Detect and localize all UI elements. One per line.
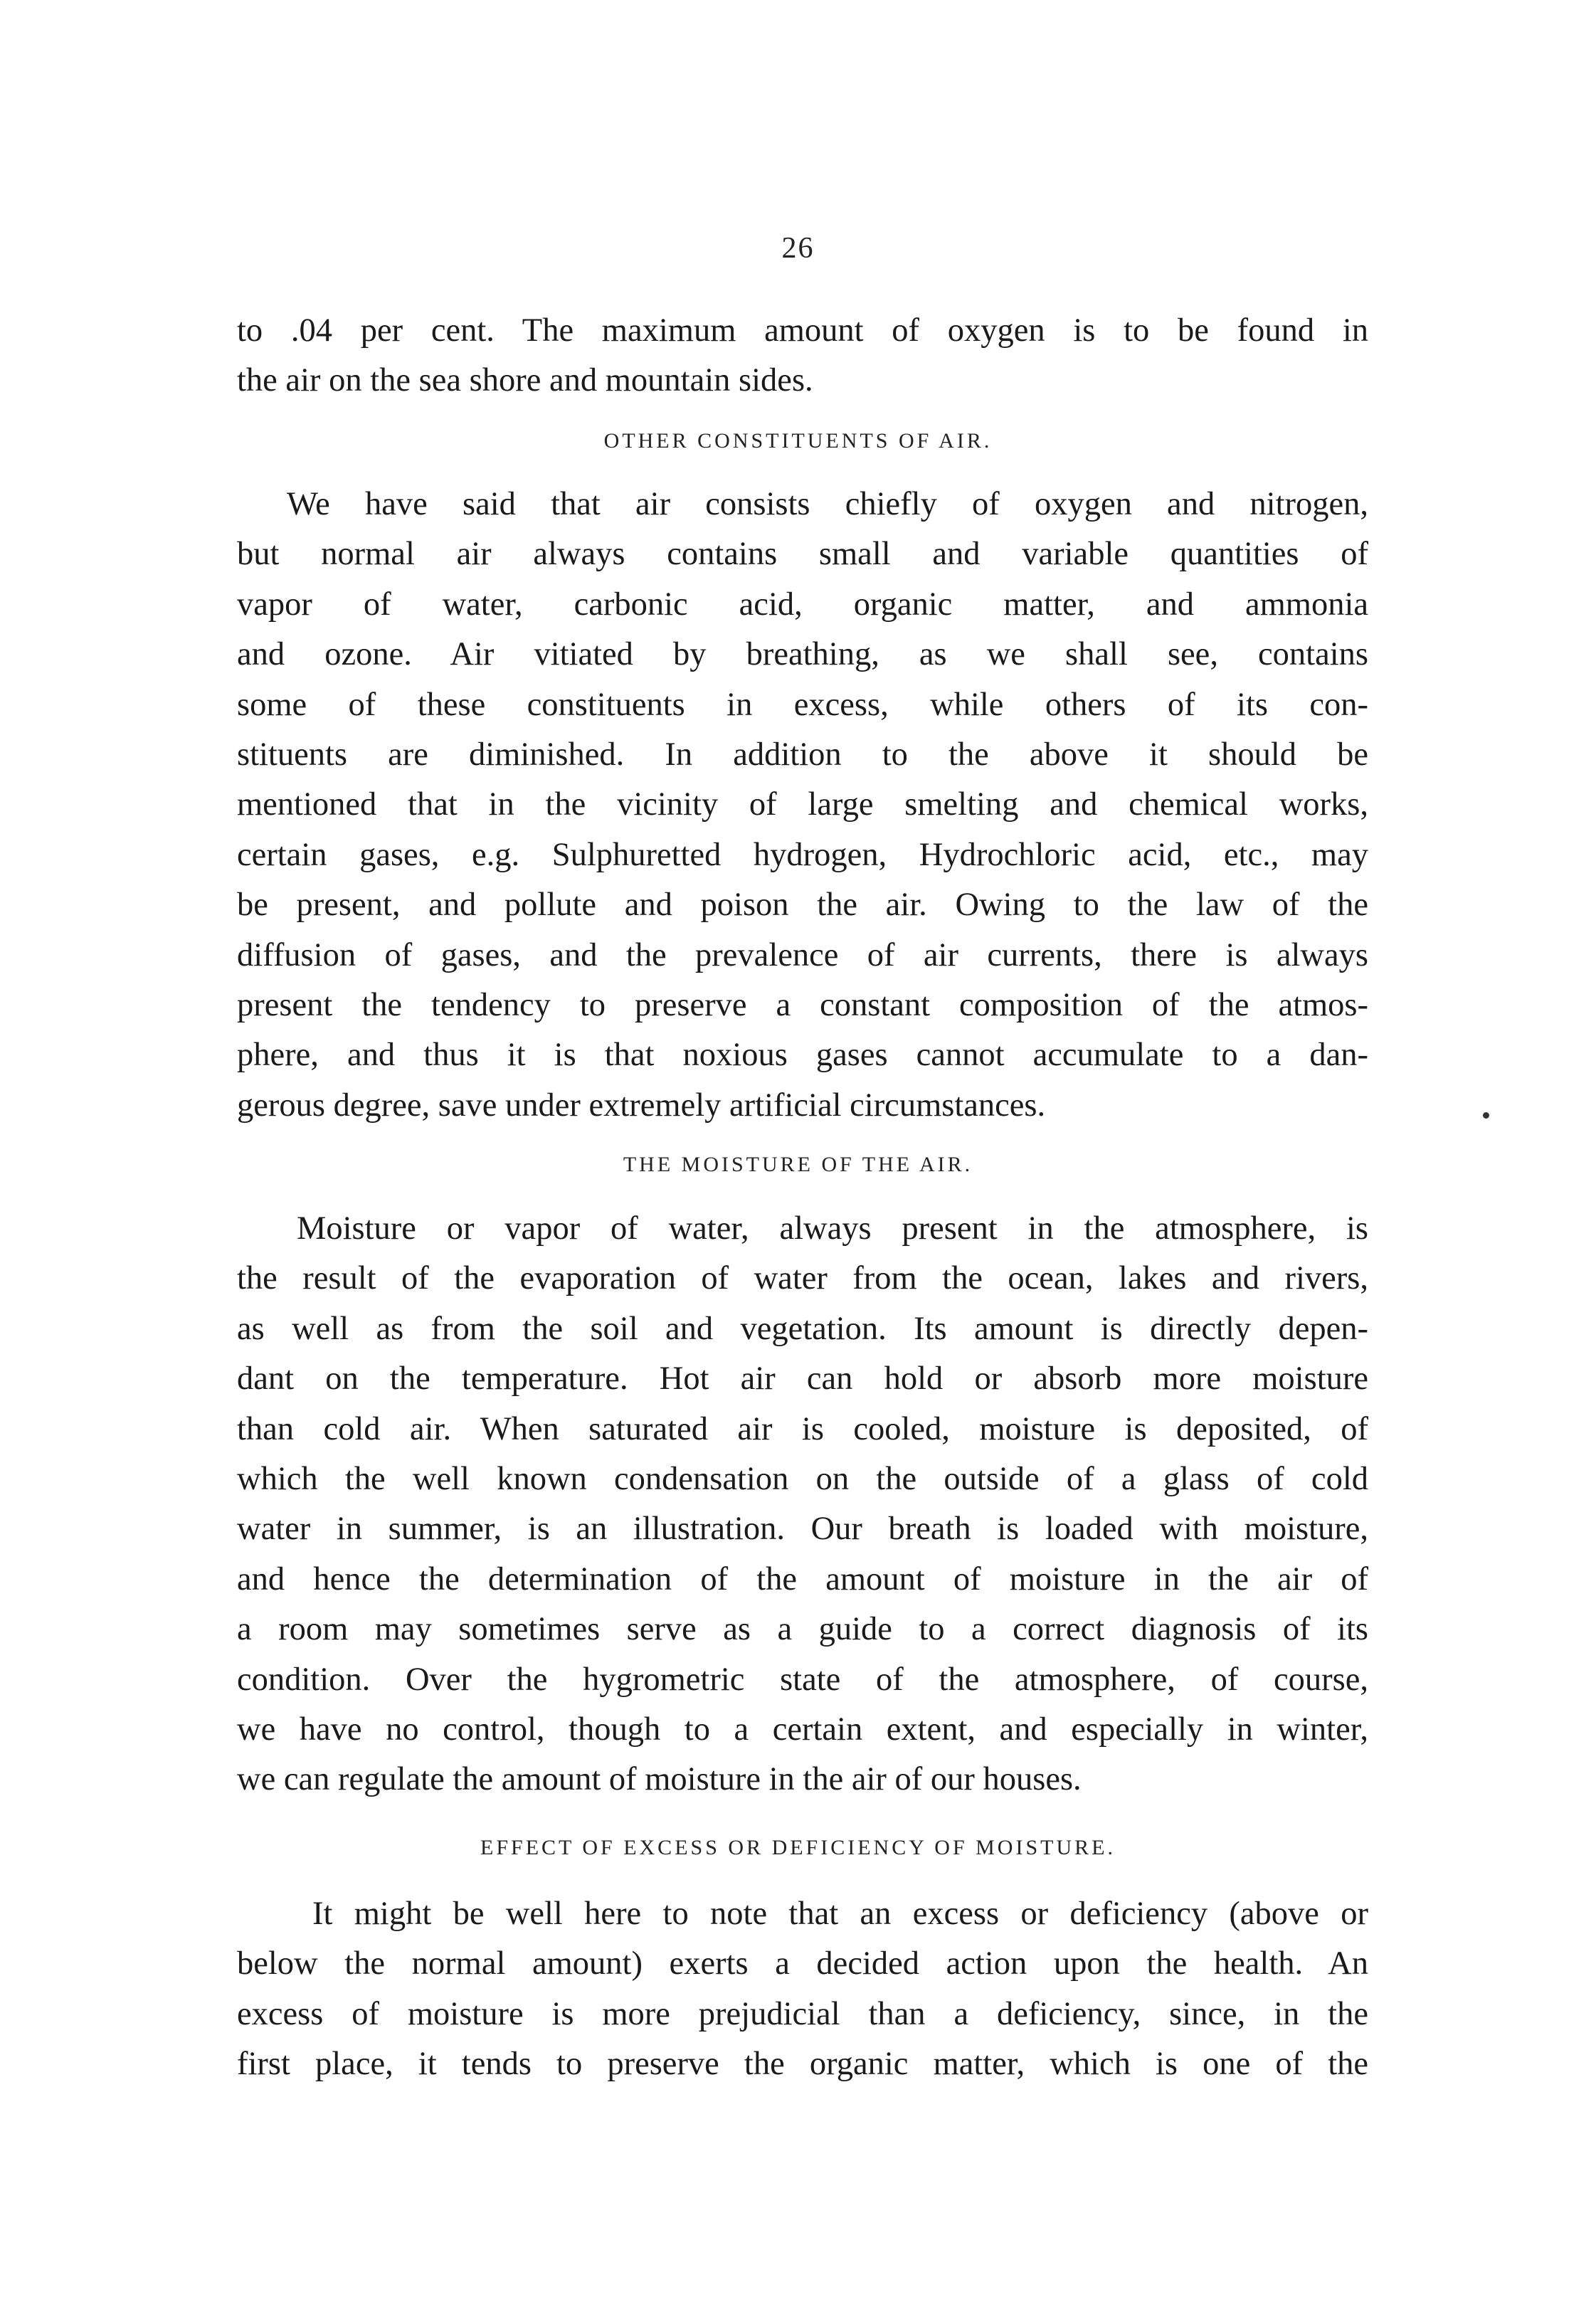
text-line: the air on the sea shore and mountain sides. [237, 362, 813, 399]
section-heading-other-constituents: OTHER CONSTITUENTS OF AIR. [603, 429, 993, 453]
text-line: vapor of water, carbonic acid, organic matter, and ammonia [237, 586, 1368, 623]
paragraph-3 [237, 1204, 1368, 1805]
paragraph-2 [237, 480, 1368, 1131]
text-line: the result of the evaporation of water from the ocean, lakes and rivers, [237, 1260, 1368, 1297]
paragraph-4 [237, 1889, 1368, 2090]
text-line: gerous degree, save under extremely artificial circumstances. [237, 1087, 1046, 1124]
text-line: be present, and pollute and poison the air. Owing to the law of the [237, 887, 1368, 924]
text-line: to .04 per cent. The maximum amount of oxygen is to be found in [237, 312, 1368, 349]
text-line: a room may sometimes serve as a guide to a correct diagnosis of its [237, 1611, 1368, 1648]
margin-speck [1483, 1112, 1489, 1119]
text-line: water in summer, is an illustration. Our breath is loaded with moisture, [237, 1511, 1368, 1548]
text-line: and hence the determination of the amount of moisture in the air of [237, 1560, 1368, 1597]
text-line: which the well known condensation on the outside of a glass of cold [237, 1460, 1368, 1497]
page-number: 26 [781, 232, 815, 265]
text-line: Moisture or vapor of water, always present in the atmosphere, is [297, 1210, 1368, 1247]
text-line: as well as from the soil and vegetation. Its amount is directly depen- [237, 1310, 1368, 1347]
text-line: below the normal amount) exerts a decided action upon the health. An [237, 1945, 1368, 1982]
text-line: we have no control, though to a certain extent, and especially in winter, [237, 1711, 1368, 1748]
text-line: mentioned that in the vicinity of large smelting and chemical works, [237, 786, 1368, 823]
text-line: certain gases, e.g. Sulphuretted hydrogen, Hydrochloric acid, etc., may [237, 836, 1368, 873]
text-line: excess of moisture is more prejudicial than a deficiency, since, in the [237, 1995, 1368, 2032]
text-line: and ozone. Air vitiated by breathing, as we shall see, contains [237, 636, 1368, 673]
text-line: condition. Over the hygrometric state of the atmosphere, of course, [237, 1661, 1368, 1698]
text-line: phere, and thus it is that noxious gases cannot accumulate to a dan- [237, 1037, 1368, 1074]
text-line: first place, it tends to preserve the organic matter, which is one of the [237, 2046, 1368, 2083]
text-line: some of these constituents in excess, while others of its con- [237, 686, 1368, 723]
section-heading-moisture: THE MOISTURE OF THE AIR. [623, 1153, 973, 1176]
text-line: diffusion of gases, and the prevalence of air currents, there is always [237, 936, 1368, 973]
text-line: present the tendency to preserve a constant composition of the atmos- [237, 986, 1368, 1023]
paragraph-1 [237, 306, 1368, 406]
text-line: dant on the temperature. Hot air can hold or absorb more moisture [237, 1361, 1368, 1398]
text-line: we can regulate the amount of moisture in the air of our houses. [237, 1761, 1082, 1798]
text-line: It might be well here to note that an excess or deficiency (above or [312, 1896, 1368, 1932]
text-line: than cold air. When saturated air is cooled, moisture is deposited, of [237, 1410, 1368, 1447]
text-line: but normal air always contains small and variable quantities of [237, 536, 1368, 573]
section-heading-effect-of-moisture: EFFECT OF EXCESS OR DEFICIENCY OF MOISTURE. [480, 1836, 1116, 1859]
text-line: stituents are diminished. In addition to the above it should be [237, 736, 1368, 773]
text-line: We have said that air consists chiefly of oxygen and nitrogen, [287, 486, 1368, 522]
